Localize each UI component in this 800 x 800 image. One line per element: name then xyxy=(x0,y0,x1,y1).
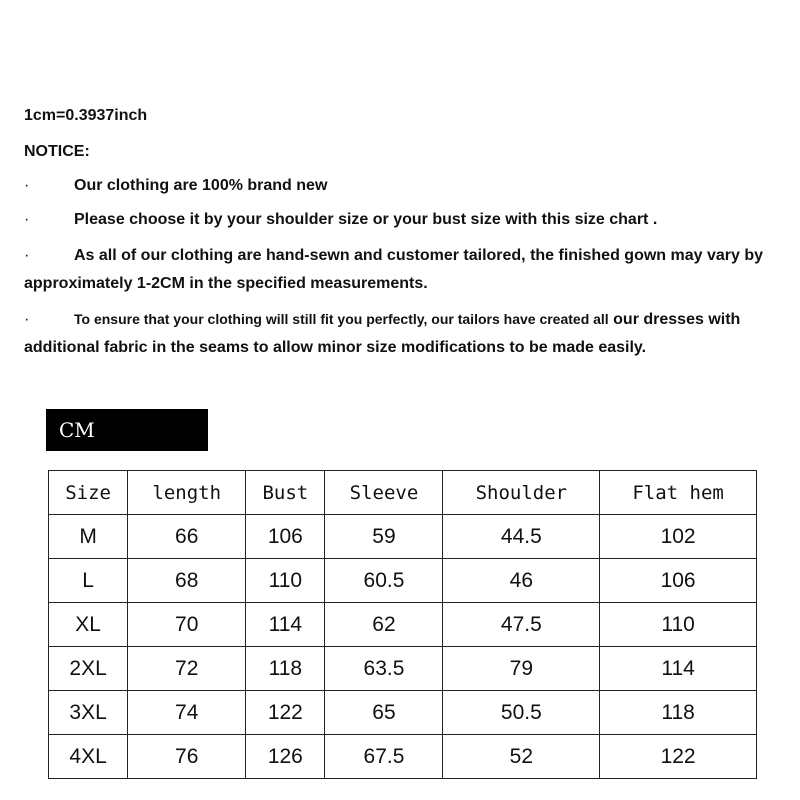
table-cell: 126 xyxy=(246,735,325,779)
unit-conversion: 1cm=0.3937inch xyxy=(24,107,148,124)
notice-item xyxy=(24,206,764,234)
header-length: length xyxy=(128,471,246,515)
table-row xyxy=(49,691,757,735)
table-cell: L xyxy=(49,559,128,603)
table-cell: 62 xyxy=(325,603,443,647)
table-cell: M xyxy=(49,515,128,559)
table-row xyxy=(49,559,757,603)
notice-text: To ensure that your clothing will still fit you perfectly, our tailors have created all xyxy=(74,311,609,327)
table-cell: 50.5 xyxy=(443,691,600,735)
table-row xyxy=(49,735,757,779)
table-cell: 122 xyxy=(600,735,757,779)
header-size: Size xyxy=(49,471,128,515)
table-cell: XL xyxy=(49,603,128,647)
table-cell: 65 xyxy=(325,691,443,735)
notice-item xyxy=(24,172,764,200)
table-cell: 110 xyxy=(600,603,757,647)
table-cell: 110 xyxy=(246,559,325,603)
table-header-row xyxy=(49,471,757,515)
table-cell: 74 xyxy=(128,691,246,735)
table-cell: 63.5 xyxy=(325,647,443,691)
table-cell: 66 xyxy=(128,515,246,559)
table-cell: 70 xyxy=(128,603,246,647)
table-cell: 47.5 xyxy=(443,603,600,647)
header-sleeve: Sleeve xyxy=(325,471,443,515)
header-bust: Bust xyxy=(246,471,325,515)
header-shoulder: Shoulder xyxy=(443,471,600,515)
table-cell: 67.5 xyxy=(325,735,443,779)
unit-label-box: CM xyxy=(46,409,208,451)
table-row xyxy=(49,603,757,647)
table-row xyxy=(49,647,757,691)
table-cell: 46 xyxy=(443,559,600,603)
table-cell: 3XL xyxy=(49,691,128,735)
table-cell: 114 xyxy=(600,647,757,691)
table-cell: 102 xyxy=(600,515,757,559)
bullet-dot: · xyxy=(24,247,30,264)
notice-text: Our clothing are 100% brand new xyxy=(74,177,328,194)
table-cell: 106 xyxy=(246,515,325,559)
bullet-dot: · xyxy=(24,177,30,194)
notice-item xyxy=(24,305,764,362)
table-cell: 60.5 xyxy=(325,559,443,603)
notice-title: NOTICE: xyxy=(24,143,90,160)
table-cell: 72 xyxy=(128,647,246,691)
notice-text: Please choose it by your shoulder size or your bust size with this size chart . xyxy=(74,211,658,228)
table-cell: 114 xyxy=(246,603,325,647)
notice-text: As all of our clothing are hand-sewn and customer tailored, the finished gown may vary by approximately 1-2CM in the specified measurements. xyxy=(24,247,764,292)
table-row xyxy=(49,515,757,559)
notice-item xyxy=(24,242,764,298)
table-cell: 4XL xyxy=(49,735,128,779)
header-flat-hem: Flat hem xyxy=(600,471,757,515)
table-cell: 118 xyxy=(246,647,325,691)
table-cell: 118 xyxy=(600,691,757,735)
bullet-dot: · xyxy=(24,311,30,328)
table-cell: 122 xyxy=(246,691,325,735)
table-cell: 68 xyxy=(128,559,246,603)
table-cell: 59 xyxy=(325,515,443,559)
bullet-dot: · xyxy=(24,211,30,228)
table-cell: 52 xyxy=(443,735,600,779)
size-chart-table xyxy=(48,470,757,779)
notice-text-continued: our dresses with additional fabric in the seams to allow minor size modifications to be made easily. xyxy=(24,311,741,356)
table-cell: 79 xyxy=(443,647,600,691)
table-cell: 44.5 xyxy=(443,515,600,559)
table-cell: 2XL xyxy=(49,647,128,691)
table-cell: 76 xyxy=(128,735,246,779)
table-cell: 106 xyxy=(600,559,757,603)
